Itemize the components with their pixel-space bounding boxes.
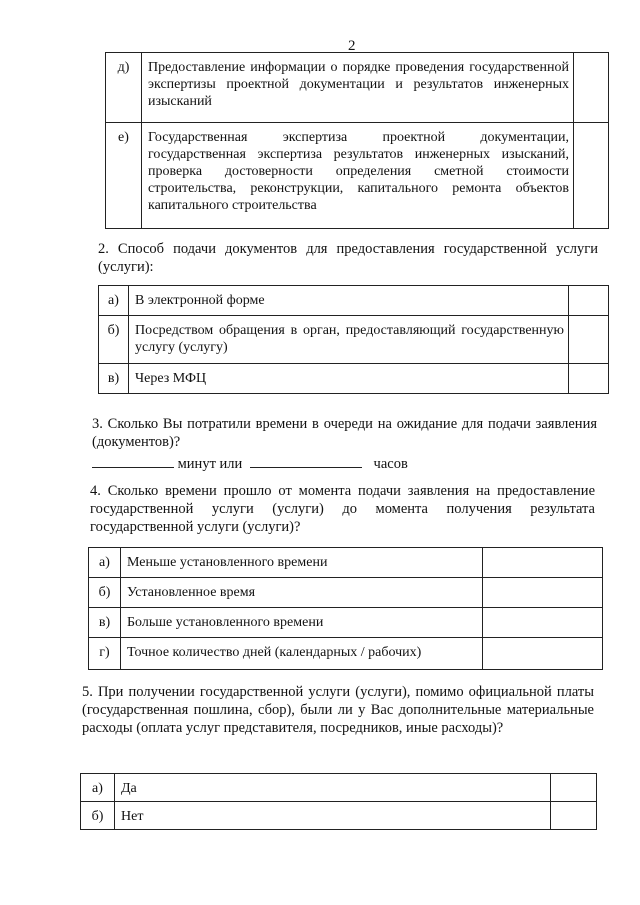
option-label: а) [89,548,121,578]
table-row [89,578,603,608]
hours-blank[interactable] [250,454,362,468]
minutes-blank[interactable] [92,454,174,468]
answer-cell[interactable] [569,286,609,316]
option-text: Установленное время [121,578,483,608]
option-text: Нет [115,802,551,830]
table-row [99,364,609,394]
question-4-options [88,547,603,670]
answer-cell[interactable] [574,53,609,123]
table-row [106,53,609,123]
option-text: Государственная экспертиза проектной документации, государственная экспертиза результатов инженерных изысканий, проверка достоверности определения сметной стоимости строительства, реконструкции, капитального ремонта объектов капитального строительства [142,123,574,229]
answer-cell[interactable] [483,548,603,578]
option-label: в) [89,608,121,638]
table-row [99,316,609,364]
option-text: Да [115,774,551,802]
answer-cell[interactable] [483,578,603,608]
option-label: б) [99,316,129,364]
question-5: 5. При получении государственной услуги (услуги), помимо официальной платы (государственная пошлина, сбор), были ли у Вас дополнительные материальные расходы (оплата услуг представителя, посредников, иные расходы)? [82,684,594,736]
minutes-or-label: минут или [177,456,243,472]
question-5-options [80,773,597,830]
page-number: 2 [348,38,356,54]
option-text: Точное количество дней (календарных / рабочих) [121,638,483,670]
option-label: е) [106,123,142,229]
table-row [81,802,597,830]
option-label: г) [89,638,121,670]
answer-cell[interactable] [483,608,603,638]
option-text: Больше установленного времени [121,608,483,638]
answer-cell[interactable] [551,802,597,830]
option-text: Меньше установленного времени [121,548,483,578]
table-row [89,608,603,638]
option-label: д) [106,53,142,123]
option-label: в) [99,364,129,394]
answer-cell[interactable] [569,316,609,364]
option-text: Через МФЦ [129,364,569,394]
answer-cell[interactable] [574,123,609,229]
question-3: 3. Сколько Вы потратили времени в очереди на ожидание для подачи заявления (документов)? [92,416,597,450]
question-3-answer-line [92,454,408,473]
hours-label: часов [373,456,408,472]
table-row [89,638,603,670]
option-label: а) [81,774,115,802]
option-label: а) [99,286,129,316]
option-label: б) [89,578,121,608]
option-text: Посредством обращения в орган, предоставляющий государственную услугу (услугу) [129,316,569,364]
answer-cell[interactable] [483,638,603,670]
table-row [99,286,609,316]
table-row [106,123,609,229]
answer-cell[interactable] [551,774,597,802]
table-row [89,548,603,578]
question-4: 4. Сколько времени прошло от момента подачи заявления на предоставление государственной услуги (услуги) до момента получения результата государственной услуги (услуги)? [90,483,595,535]
option-label: б) [81,802,115,830]
services-table [105,52,609,229]
table-row [81,774,597,802]
answer-cell[interactable] [569,364,609,394]
option-text: В электронной форме [129,286,569,316]
option-text: Предоставление информации о порядке проведения государственной экспертизы проектной документации и результатов инженерных изысканий [142,53,574,123]
question-2: 2. Способ подачи документов для предоставления государственной услуги (услуги): [98,241,598,275]
question-2-options [98,285,609,394]
